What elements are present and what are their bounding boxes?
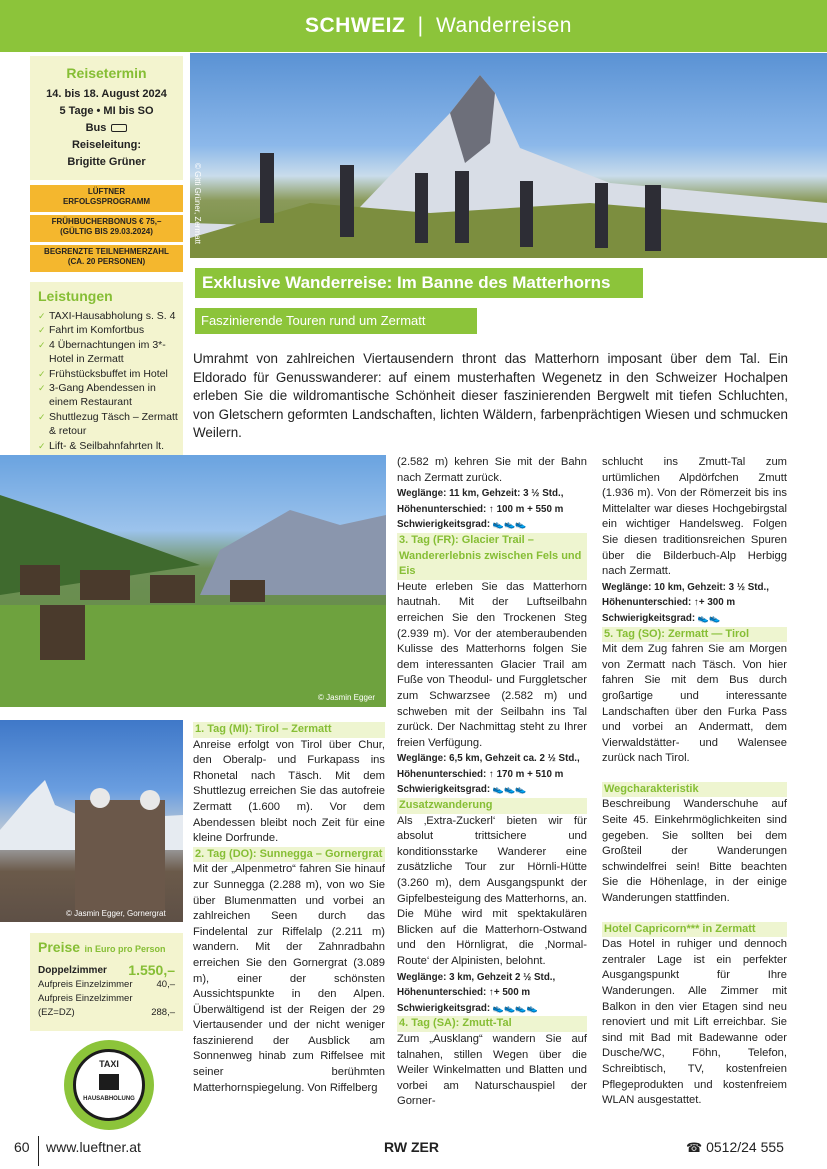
column-1: [193, 722, 385, 1096]
footer-website[interactable]: www.lueftner.at: [46, 1139, 141, 1155]
spec-line: Weglänge: 3 km, Gehzeit 2 ½ Std.,: [397, 971, 556, 983]
day1-heading: 1. Tag (MI): Tirol – Zermatt: [193, 722, 385, 738]
leistung-item: ✓ Frühstücksbuffet im Hotel: [38, 367, 179, 381]
day4-heading: 4. Tag (SA): Zmutt-Tal: [397, 1016, 587, 1032]
spec-line: Höhenunterschied: ↑+ 300 m: [602, 597, 736, 609]
preise-heading: [38, 939, 175, 957]
day1-text: Anreise erfolgt von Tirol über Chur, den Oberalp- und Furkapass ins Rhonetal nach Täsch. Mit dem Shuttlezug erreichen Sie das autofreie Zermatt (1.600 m). Vor dem Abendessen bleibt noch Zeit für eine kleine Dorfrunde.: [193, 738, 385, 845]
spec-line: Schwierigkeitsgrad: 👟👟👟: [397, 519, 527, 531]
taxi-logo-bottom: HAUSABHOLUNG: [83, 1096, 135, 1102]
photo-alpine-village: [0, 455, 386, 707]
day3-heading: 3. Tag (FR): Glacier Trail – Wandererlebnis zwischen Fels und Eis: [397, 533, 587, 580]
subtitle-banner: [195, 308, 477, 334]
page-number: 60: [14, 1139, 30, 1155]
footer-code: RW ZER: [384, 1139, 439, 1155]
spec-line: Schwierigkeitsgrad: 👟👟👟👟: [397, 1002, 538, 1014]
zusatz-heading: Zusatzwanderung: [397, 798, 587, 814]
travel-transport: [30, 120, 183, 137]
taxi-logo-top: TAXI: [99, 1059, 119, 1069]
badge-fruehbucherbonus: FRÜHBUCHERBONUS € 75,– (GÜLTIG BIS 29.03.2024): [30, 215, 183, 242]
subtitle: Faszinierende Touren rund um Zermatt: [201, 313, 426, 328]
badge-teilnehmerzahl: BEGRENZTE TEILNEHMERZAHL (CA. 20 PERSONEN): [30, 245, 183, 272]
day5-text: Mit dem Zug fahren Sie am Morgen von Zermatt nach Täsch. Von hier fahren Sie mit dem Bus durch großartige und interessante Landschaften über den Furka Pass und vorbei an Andermatt, dem Vierwaldstätter- und Walensee zurück nach Tirol.: [602, 643, 787, 765]
hotel-text: Das Hotel in ruhiger und dennoch zentraler Lage ist ein perfekter Ausgangspunkt für Ihre Wanderungen. Alle Zimmer mit Balkon in den vier Etagen sind neu renoviert und mit Lift erreichbar. Sie sind mit Bad mit Badewanne oder Dusche/WC, Föhn, Telefon, Schreibtisch, TV, kostenfreien Pflegeprodukten und kostenfreiem WLAN ausgestattet.: [602, 938, 787, 1107]
village-illustration: [0, 455, 386, 707]
transport-label: Bus: [85, 122, 107, 134]
spec-line: Höhenunterschied: ↑ 170 m + 510 m: [397, 768, 564, 780]
spec-line: Höhenunterschied: ↑+ 500 m: [397, 987, 531, 999]
bus-icon: [111, 124, 127, 132]
spec-line: Höhenunterschied: ↑ 100 m + 550 m: [397, 503, 564, 515]
preise-subtitle: in Euro pro Person: [84, 944, 166, 954]
zusatz-text: Als ‚Extra-Zuckerl‘ bieten wir für absolut trittsichere und konditionsstarke Wanderer eine zusätzliche Tour zur Hörnli-Hütte (3.260 m), dem Ausgangspunkt der Gipfelbesteigung des Matterhorns, an. Die Mühe wird mit spektakulären Blicken auf die Matterhorn-Ostwand und den Hörnligrat, die ‚Normal-Route‘ der Alpinisten, belohnt.: [397, 814, 587, 967]
column-3: [602, 455, 787, 1109]
gornergrat-illustration: [0, 720, 183, 922]
house-icon: [99, 1074, 119, 1090]
preise-title: Preise: [38, 939, 81, 955]
header-title: [305, 14, 572, 38]
reisetermin-details: [30, 86, 183, 171]
guide-label: Reiseleitung:: [71, 139, 142, 151]
leistung-item: ✓ TAXI-Hausabholung s. S. 4: [38, 309, 179, 323]
difficulty-icon: 👟👟👟: [492, 519, 527, 530]
intro-text: Umrahmt von zahlreichen Viertausendern thront das Matterhorn imposant über dem Tal. Ein Eldorado für Genusswanderer: auf einem musterhaften Wegenetz in den Schweizer Hochalpen erleben Sie die wildromantische Schönheit dieser faszinierenden Bergwelt mit tiefen Schluchten, von Gletschern geformten Landschaften, lichten Wäldern, farbenprächtigen Wiesen und schmucken Weilern.: [193, 351, 788, 441]
price-row: Doppelzimmer 1.550,–: [38, 962, 175, 978]
main-title: Exklusive Wanderreise: Im Banne des Matterhorns: [202, 273, 611, 292]
taxi-logo-inner: [73, 1049, 145, 1121]
spec-line: Schwierigkeitsgrad: 👟👟👟: [397, 784, 527, 796]
page-header: [0, 0, 827, 52]
spec-line: Schwierigkeitsgrad: 👟👟: [602, 612, 721, 624]
wegcharakteristik-text: Beschreibung Wanderschuhe auf Seite 45. Einkehrmöglichkeiten sind gegeben. Sie sollten bei dem Großteil der Wanderungen schwindelfrei sein! Bitte beachten Sie die Höhenlage, in der einige Wanderungen stattfinden.: [602, 798, 787, 905]
photo-credit-middle: © Jasmin Egger: [318, 693, 376, 702]
day3-text: Heute erleben Sie das Matterhorn hautnah. Mit der Luftseilbahn erreichen Sie den Trockenen Steg (2.939 m). Vor der atemberaubenden Kulisse des Matterhorns folgen Sie dem interessanten Glacier Trail am Fuße von Theodul- und Furggletscher zum Schwarzsee (2.582 m) und schweben mit der Seilbahn ins Tal zurück. Der Nachmittag steht zu Ihrer freien Verfügung.: [397, 580, 587, 749]
hotel-heading: Hotel Capricorn*** in Zermatt: [602, 922, 787, 938]
photo-credit-top: © Gitti Grüner, Zermatt: [193, 163, 202, 245]
leistung-item: ✓ Fahrt im Komfortbus: [38, 323, 179, 337]
column-2: [397, 455, 587, 1110]
leistung-item: ✓ Shuttlezug Täsch – Zermatt & retour: [38, 410, 179, 439]
header-separator: |: [417, 14, 424, 37]
day5-heading: 5. Tag (SO): Zermatt — Tirol: [602, 627, 787, 643]
price-row: (EZ=DZ) 288,–: [38, 1007, 175, 1018]
leistung-item: ✓ 3-Gang Abendessen in einem Restaurant: [38, 381, 179, 410]
phone-number: 0512/24 555: [706, 1139, 784, 1155]
spec-line: Weglänge: 6,5 km, Gehzeit ca. 2 ½ Std.,: [397, 753, 580, 765]
leistungen-title: Leistungen: [38, 288, 113, 304]
header-country: SCHWEIZ: [305, 14, 406, 37]
day2-text: Mit der „Alpenmetro“ fahren Sie hinauf zur Sunnegga (2.288 m), von wo Sie über Blumenmatten und vorbei an zahlreichen Seen durch das Findelental zur Riffelalp (2.211 m) wandern. Mit der Zahnradbahn erreichen Sie den Gornergrat (3.089 m), einer der schönsten Aussichtspunkte in den Alpen. Überwältigend ist der Reigen der 29 Viertausender und der nicht weniger faszinierend der Ausblick am Sonnenweg hinab zum Riffelsee mit seiner berühmten Matterhornspiegelung. Von Riffelberg: [193, 863, 385, 1094]
difficulty-icon: 👟👟: [697, 612, 721, 623]
badge-erfolgsprogramm: LÜFTNER ERFOLGSPROGRAMM: [30, 185, 183, 212]
preise-box: [30, 933, 183, 1031]
travel-date: 14. bis 18. August 2024: [46, 88, 167, 100]
price-row: Aufpreis Einzelzimmer 40,–: [38, 979, 175, 990]
leistung-item: ✓ 4 Übernachtungen im 3*-Hotel in Zermatt: [38, 338, 179, 367]
phone-icon: ☎: [686, 1140, 703, 1155]
guide-name: Brigitte Grüner: [67, 156, 146, 168]
price-row: Aufpreis Einzelzimmer: [38, 993, 133, 1004]
footer-phone: [686, 1139, 784, 1156]
day4-continued: schlucht ins Zmutt-Tal zum urtümlichen Alpdörfchen Zmutt (1.936 m). Von der Römerzeit bis ins Mittelalter war dieses Hochgebirgstal ein wichtiger Handelsweg. Folgen Sie diesen traditionsreichen Spuren über die Bilderbuch-Alp Herbigg nach Zermatt.: [602, 456, 787, 578]
day2-heading: 2. Tag (DO): Sunnegga – Gornergrat: [193, 847, 385, 863]
difficulty-icon: 👟👟👟: [492, 784, 527, 795]
day4-text: Zum „Ausklang“ wandern Sie auf talnahen, stillen Wegen über die Weiler Winkelmatten und Blatten und vorbei am Naturschauspiel der Gorner-: [397, 1032, 587, 1108]
footer-divider: [38, 1136, 39, 1166]
travel-days: 5 Tage • MI bis SO: [59, 105, 154, 117]
difficulty-icon: 👟👟👟👟: [492, 1002, 538, 1013]
header-category: Wanderreisen: [435, 14, 572, 37]
matterhorn-illustration: [190, 53, 827, 258]
wegcharakteristik-heading: Wegcharakteristik: [602, 782, 787, 798]
leistung-item: ✓ Lift- & Seilbahnfahrten lt.: [38, 439, 179, 468]
reisetermin-title: Reisetermin: [66, 65, 147, 81]
photo-gornergrat: [0, 720, 183, 922]
photo-credit-bottom: © Jasmin Egger, Gornergrat: [66, 909, 166, 918]
main-title-banner: [195, 268, 643, 298]
day2-continued: (2.582 m) kehren Sie mit der Bahn nach Zermatt zurück.: [397, 456, 587, 484]
photo-matterhorn-hikers: [190, 53, 827, 258]
reisetermin-box: [30, 56, 183, 180]
spec-line: Weglänge: 11 km, Gehzeit: 3 ½ Std.,: [397, 488, 564, 500]
spec-line: Weglänge: 10 km, Gehzeit: 3 ½ Std.,: [602, 581, 769, 593]
taxi-hausabholung-logo: [64, 1040, 154, 1130]
